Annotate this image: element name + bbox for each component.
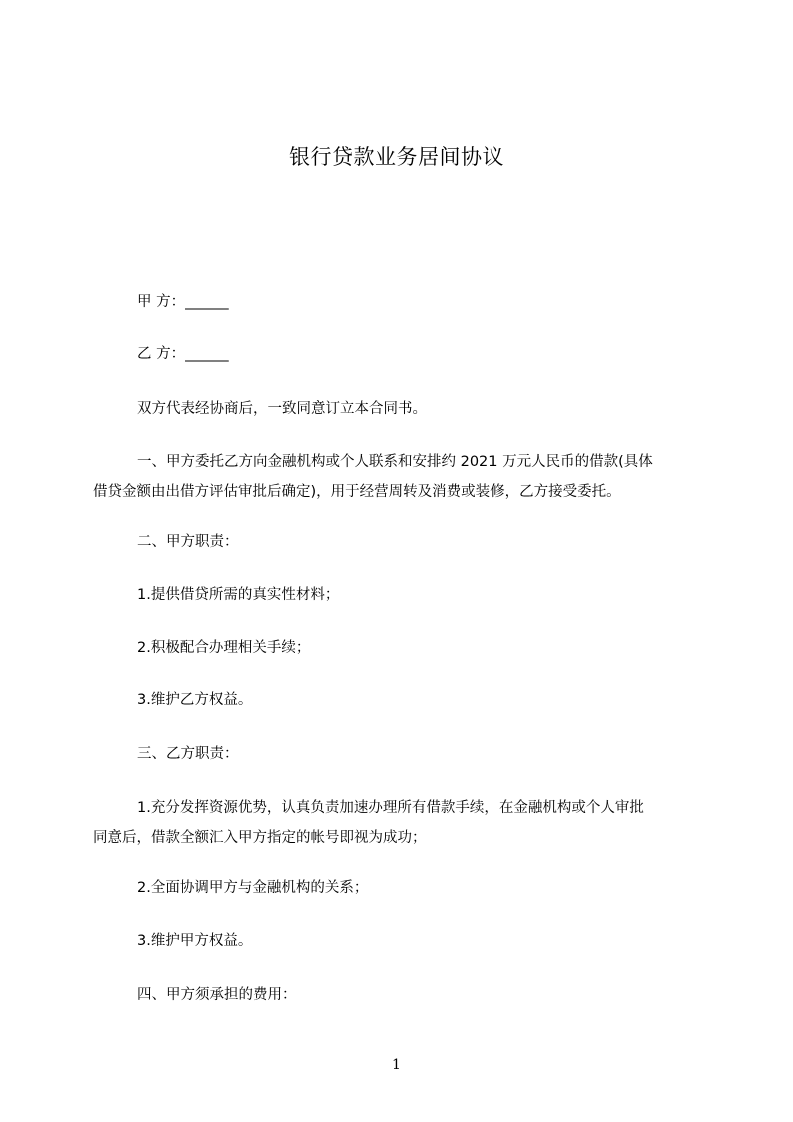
section3-item-2: 2.全面协调甲方与金融机构的关系； [137,880,369,896]
document-title: 银行贷款业务居间协议 [289,145,504,169]
section3-item1-line1: 1.充分发挥资源优势，认真负责加速办理所有借款手续，在金融机构或个人审批 [137,800,644,816]
page-number: 1 [392,1057,401,1073]
section2-item-1: 1.提供借贷所需的真实性材料； [137,587,340,603]
section3-item1-line2: 同意后，借款全额汇入甲方指定的帐号即视为成功； [93,830,427,846]
section2-item-2: 2.积极配合办理相关手续； [137,640,311,656]
section2-heading: 二、甲方职责： [137,534,239,550]
party-b-line: 乙 方：______ [137,346,229,362]
section3-heading: 三、乙方职责： [137,746,239,762]
section2-item-3: 3.维护乙方权益。 [137,692,253,708]
section1-line2: 借贷金额由出借方评估审批后确定)，用于经营周转及消费或装修，乙方接受委托。 [93,484,621,500]
section3-item-3: 3.维护甲方权益。 [137,933,253,949]
party-a-line: 甲 方：______ [137,294,229,310]
section4-heading: 四、甲方须承担的费用： [137,987,297,1003]
section1-line1: 一、甲方委托乙方向金融机构或个人联系和安排约 2021 万元人民币的借款(具体 [137,454,653,470]
intro-paragraph: 双方代表经协商后，一致同意订立本合同书。 [137,401,427,417]
